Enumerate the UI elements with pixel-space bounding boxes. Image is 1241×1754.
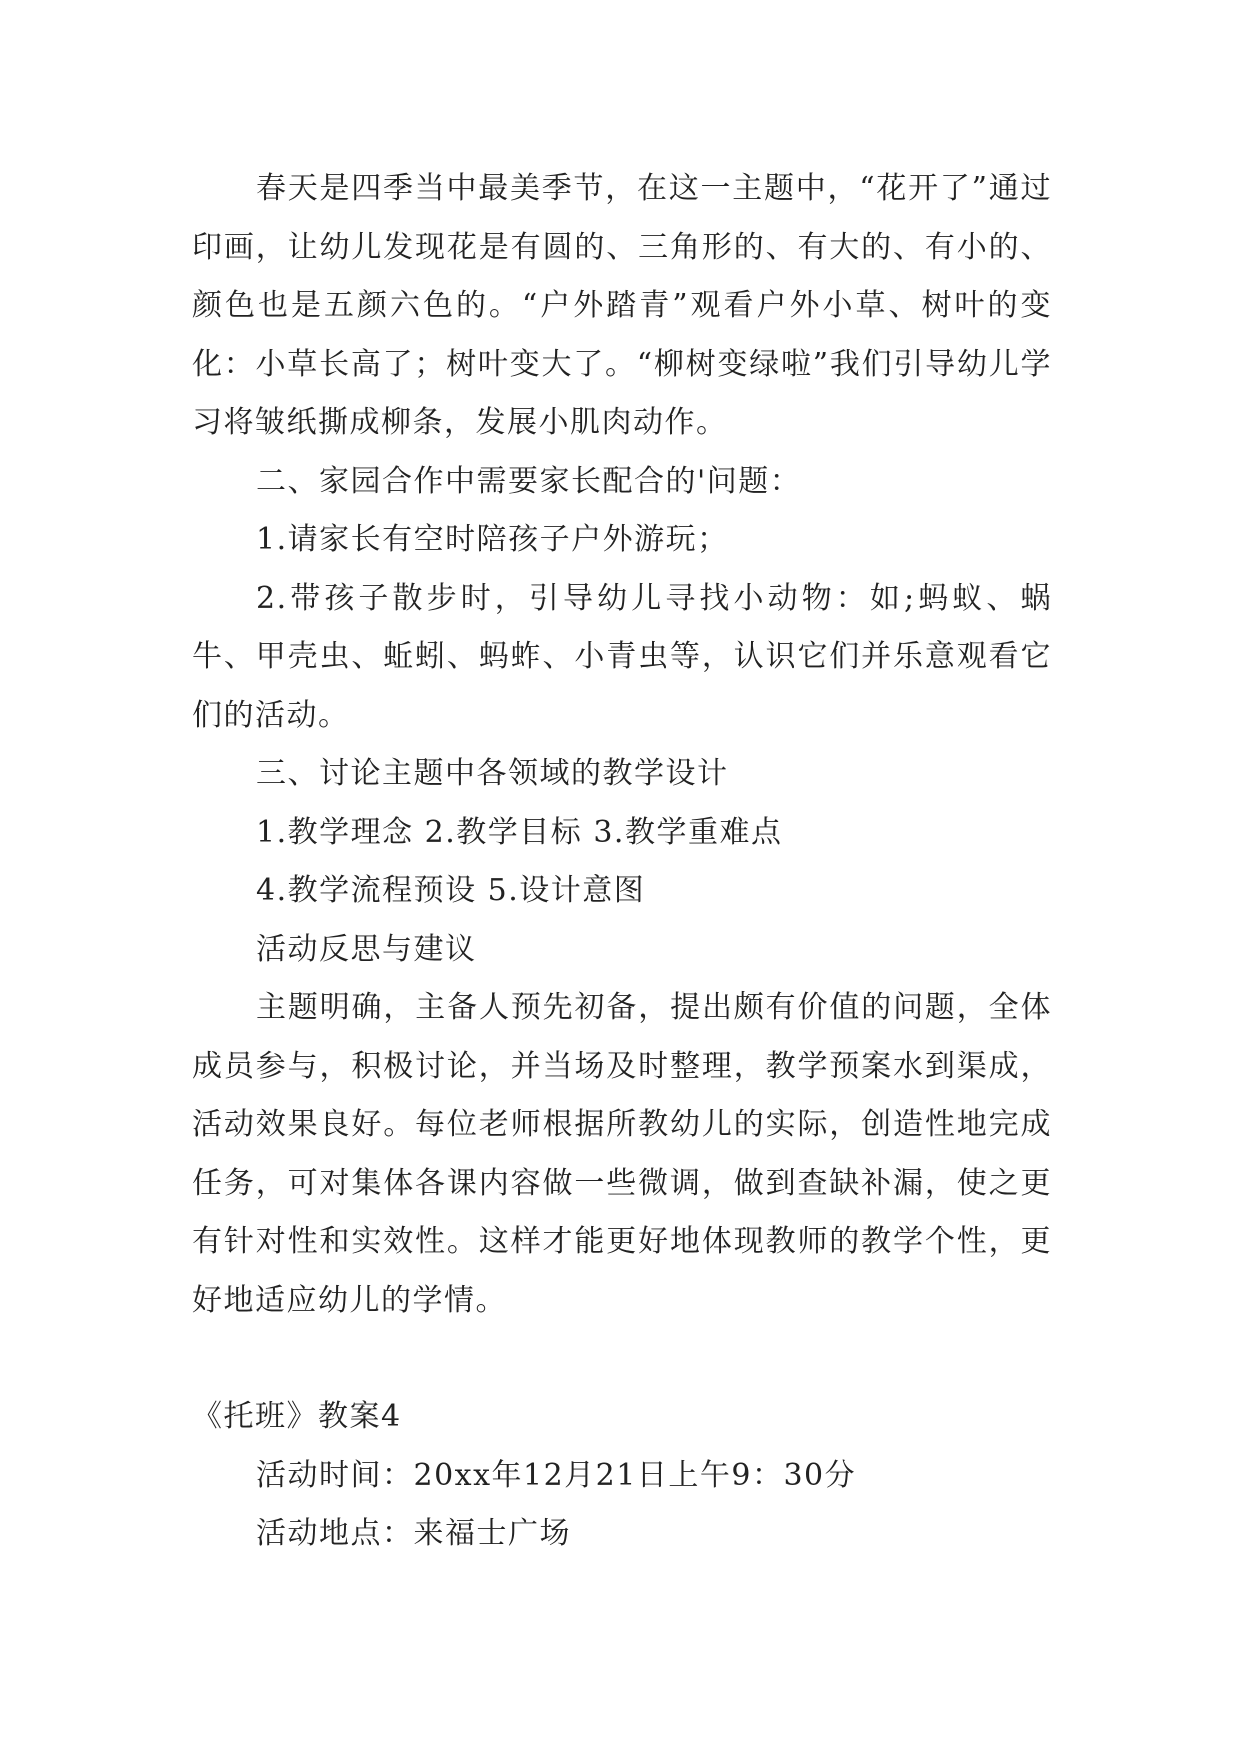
paragraph-item-find-animals: 2.带孩子散步时，引导幼儿寻找小动物：如;蚂蚁、蜗牛、甲壳虫、蚯蚓、蚂蚱、小青虫等，认识它们并乐意观看它们的活动。 bbox=[192, 580, 1052, 733]
section-spacer bbox=[192, 1330, 1052, 1388]
section-title: 《托班》教案4 bbox=[192, 1399, 402, 1434]
paragraph-home-cooperation-heading: 二、家园合作中需要家长配合的'问题： bbox=[256, 463, 802, 499]
paragraph-spring-theme: 春天是四季当中最美季节，在这一主题中，“花开了”通过印画，让幼儿发现花是有圆的、三角形的、有大的、有小的、颜色也是五颜六色的。“户外踏青”观看户外小草、树叶的变化：小草长高了；树叶变大了。“柳树变绿啦”我们引导幼儿学习将皱纸撕成柳条，发展小肌肉动作。 bbox=[192, 171, 1052, 440]
document-body bbox=[192, 160, 1052, 1564]
paragraph-item-outdoor-play: 1.请家长有空时陪孩子户外游玩； bbox=[256, 522, 729, 557]
paragraph-reflection-heading: 活动反思与建议 bbox=[256, 931, 477, 967]
paragraph-discussion-heading: 三、讨论主题中各领域的教学设计 bbox=[256, 756, 729, 791]
paragraph-reflection-body: 主题明确，主备人预先初备，提出颇有价值的问题，全体成员参与，积极讨论，并当场及时整理，教学预案水到渠成，活动效果良好。每位老师根据所教幼儿的实际，创造性地完成任务，可对集体各课内容做一些微调，做到查缺补漏，使之更有针对性和实效性。这样才能更好地体现教师的教学个性，更好地适应幼儿的学情。 bbox=[192, 990, 1052, 1318]
activity-time: 活动时间：20xx年12月21日上午9：30分 bbox=[256, 1457, 857, 1493]
activity-place: 活动地点：来福士广场 bbox=[256, 1516, 571, 1551]
paragraph-design-list-2: 4.教学流程预设 5.设计意图 bbox=[256, 873, 646, 908]
paragraph-design-list-1: 1.教学理念 2.教学目标 3.教学重难点 bbox=[256, 814, 783, 850]
